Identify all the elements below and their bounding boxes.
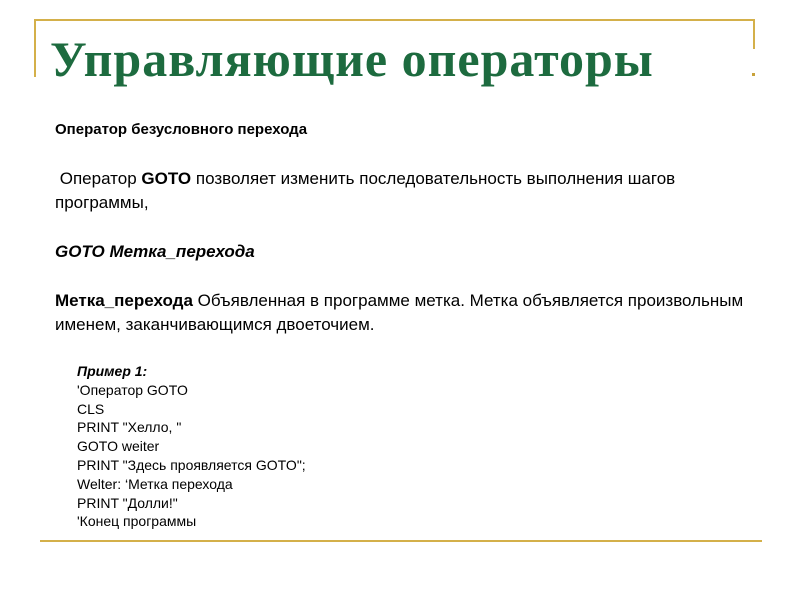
code-line: CLS	[77, 400, 105, 417]
goto-keyword: GOTO	[141, 169, 192, 188]
bottom-border-line	[40, 540, 762, 542]
left-border-line	[34, 19, 36, 77]
code-line: GOTO weiter	[77, 438, 160, 455]
para1-post: позволяет изменить последовательность выполнения шагов программы,	[55, 169, 676, 212]
right-border-line	[753, 19, 755, 49]
label-paragraph	[55, 289, 755, 337]
subtitle: Оператор безусловного перехода	[55, 121, 308, 138]
label-term: Метка_перехода	[55, 291, 193, 310]
code-line: 'Конец программы	[77, 513, 197, 530]
code-line: PRINT "Хелло, "	[77, 419, 182, 436]
para1-pre: Оператор	[59, 169, 142, 188]
code-line: 'Оператор GOTO	[77, 381, 188, 398]
code-line: PRINT "Долли!"	[77, 494, 178, 511]
example-block	[77, 362, 306, 531]
example-heading: Пример 1:	[77, 363, 148, 379]
syntax-line: GOTO Метка_перехода	[55, 242, 255, 261]
top-border-line	[34, 19, 754, 21]
description-paragraph	[55, 167, 755, 215]
label-text: Объявленная в программе метка. Метка объявляется произвольным именем, заканчивающимся двоеточием.	[55, 291, 744, 334]
code-line: PRINT "Здесь проявляется GOTO";	[77, 456, 306, 473]
slide-title: Управляющие операторы	[50, 31, 654, 87]
accent-dot	[752, 73, 755, 76]
code-line: Welter: ‘Метка перехода	[77, 475, 233, 492]
